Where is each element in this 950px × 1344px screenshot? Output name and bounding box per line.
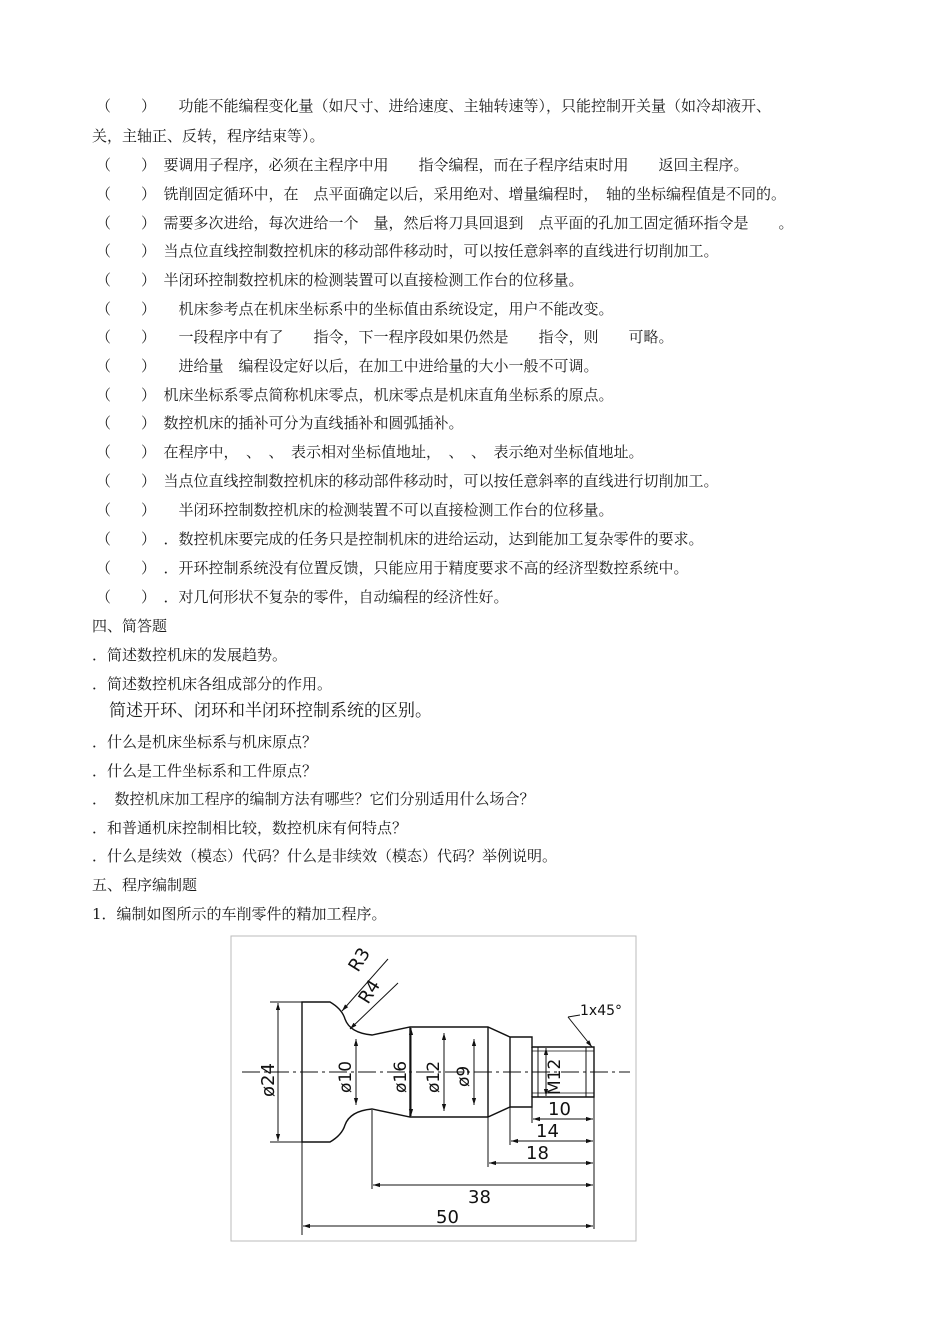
question-line: （ ） 需要多次进给，每次进给一个 量，然后将刀具回退到 点平面的孔加工固定循环指令是 。	[96, 214, 794, 232]
diameter-10-label: ø10	[336, 1060, 356, 1093]
chamfer-label: 1x45°	[580, 1003, 623, 1019]
question-line: （ ） 机床参考点在机床坐标系中的坐标值由系统设定，用户不能改变。	[96, 300, 614, 318]
question-line: （ ） 当点位直线控制数控机床的移动部件移动时，可以按任意斜率的直线进行切削加工。	[96, 242, 719, 260]
question-line: （ ） 进给量 编程设定好以后，在加工中进给量的大小一般不可调。	[96, 357, 599, 375]
diameter-16-label: ø16	[391, 1060, 411, 1093]
question-line: 关，主轴正、反转，程序结束等）。	[92, 127, 325, 145]
length-18-label: 18	[526, 1143, 549, 1164]
radius-r3-label: R3	[344, 944, 375, 976]
length-50-label: 50	[436, 1207, 459, 1228]
question-line: ．什么是工件坐标系和工件原点？	[92, 762, 318, 780]
thread-m12-label: M12	[545, 1058, 565, 1095]
question-line: （ ） 在程序中， 、 、 表示相对坐标值地址， 、 、 表示绝对坐标值地址。	[96, 443, 644, 461]
diameter-24-label: ø24	[258, 1063, 279, 1097]
question-line: （ ） ．开环控制系统没有位置反馈，只能应用于精度要求不高的经济型数控系统中。	[96, 559, 689, 577]
question-line: （ ） 数控机床的插补可分为直线插补和圆弧插补。	[96, 414, 464, 432]
question-line: 简述开环、闭环和半闭环控制系统的区别。	[92, 701, 432, 721]
length-38-label: 38	[468, 1187, 491, 1208]
section-heading: 四、简答题	[92, 617, 168, 635]
length-14-label: 14	[536, 1121, 559, 1142]
question-line: ．和普通机床控制相比较，数控机床有何特点？	[92, 819, 408, 837]
question-line: （ ） 一段程序中有了 指令，下一程序段如果仍然是 指令，则 可略。	[96, 328, 674, 346]
question-line: 1．编制如图所示的车削零件的精加工程序。	[92, 905, 387, 923]
question-line: （ ） 铣削固定循环中，在 点平面确定以后，采用绝对、增量编程时， 轴的坐标编程值是不同的。	[96, 185, 787, 203]
question-line: （ ） 要调用子程序，必须在主程序中用 指令编程，而在子程序结束时用 返回主程序。	[96, 156, 749, 174]
question-line: （ ） ．数控机床要完成的任务只是控制机床的进给运动，达到能加工复杂零件的要求。	[96, 530, 704, 548]
diameter-12-label: ø12	[424, 1060, 444, 1093]
question-line: ．简述数控机床各组成部分的作用。	[92, 675, 333, 693]
question-line: （ ） 当点位直线控制数控机床的移动部件移动时，可以按任意斜率的直线进行切削加工。	[96, 472, 719, 490]
length-10-label: 10	[548, 1099, 571, 1120]
section-heading: 五、程序编制题	[92, 876, 198, 894]
diameter-9-label: ø9	[454, 1065, 474, 1087]
radius-r4-label: R4	[354, 976, 385, 1008]
question-line: （ ） 机床坐标系零点简称机床零点，机床零点是机床直角坐标系的原点。	[96, 386, 614, 404]
question-line: （ ） ．对几何形状不复杂的零件，自动编程的经济性好。	[96, 588, 509, 606]
question-line: ．简述数控机床的发展趋势。	[92, 646, 288, 664]
question-line: ．什么是续效（模态）代码？什么是非续效（模态）代码？举例说明。	[92, 847, 558, 865]
question-line: （ ） 半闭环控制数控机床的检测装置不可以直接检测工作台的位移量。	[96, 501, 614, 519]
question-line: （ ） 半闭环控制数控机床的检测装置可以直接检测工作台的位移量。	[96, 271, 584, 289]
turned-part-drawing	[230, 935, 638, 1242]
question-line: ． 数控机床加工程序的编制方法有哪些？它们分别适用什么场合？	[92, 790, 535, 808]
question-line: ．什么是机床坐标系与机床原点？	[92, 733, 318, 751]
question-line: （ ） 功能不能编程变化量（如尺寸、进给速度、主轴转速等），只能控制开关量（如冷却液开、	[96, 97, 772, 115]
